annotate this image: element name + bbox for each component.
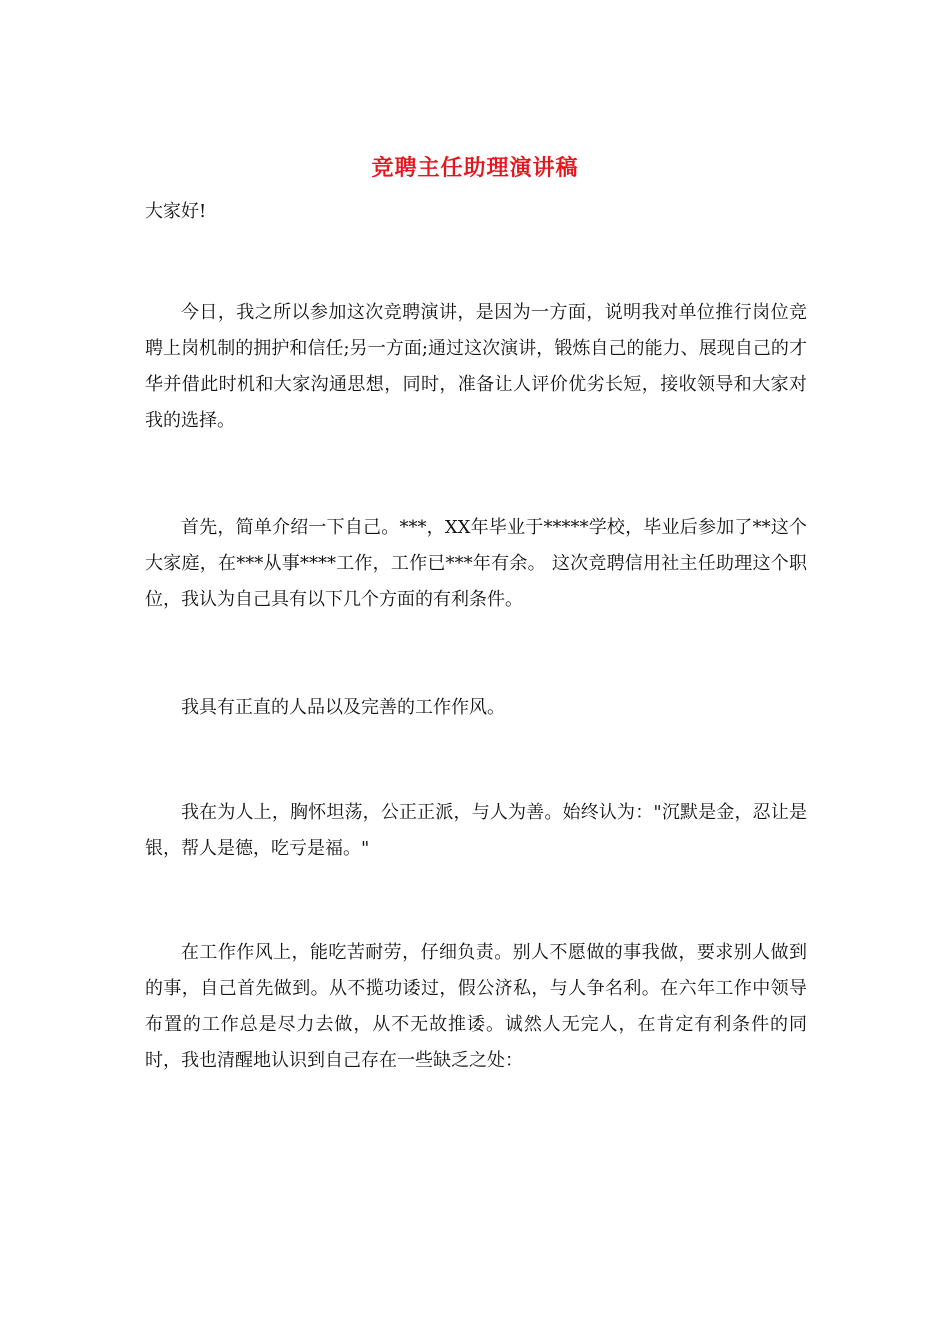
paragraph-character: 我具有正直的人品以及完善的工作作风。 [181, 697, 505, 718]
paragraph-conduct: 我在为人上，胸怀坦荡，公正正派，与人为善。始终认为："沉默是金，忍让是银，帮人是德，吃亏是福。" [145, 802, 807, 859]
document-title: 竞聘主任助理演讲稿 [371, 155, 579, 181]
paragraph-intro: 今日，我之所以参加这次竞聘演讲，是因为一方面，说明我对单位推行岗位竞聘上岗机制的拥护和信任;另一方面;通过这次演讲，锻炼自己的能力、展现自己的才华并借此时机和大家沟通思想，同时，准备让人评价优劣长短，接收领导和大家对我的选择。 [145, 302, 807, 431]
greeting-line: 大家好! [145, 201, 207, 222]
paragraph-self-introduction: 首先，简单介绍一下自己。***，XX年毕业于*****学校，毕业后参加了**这个大家庭，在***从事****工作，工作已***年有余。 这次竞聘信用社主任助理这个职位，我认为自己具有以下几个方面的有利条件。 [145, 517, 807, 610]
paragraph-work-style: 在工作作风上，能吃苦耐劳，仔细负责。别人不愿做的事我做，要求别人做到的事，自己首先做到。从不揽功诿过，假公济私，与人争名利。在六年工作中领导布置的工作总是尽力去做，从不无故推诿。诚然人无完人，在肯定有利条件的同时，我也清醒地认识到自己存在一些缺乏之处： [145, 942, 807, 1071]
